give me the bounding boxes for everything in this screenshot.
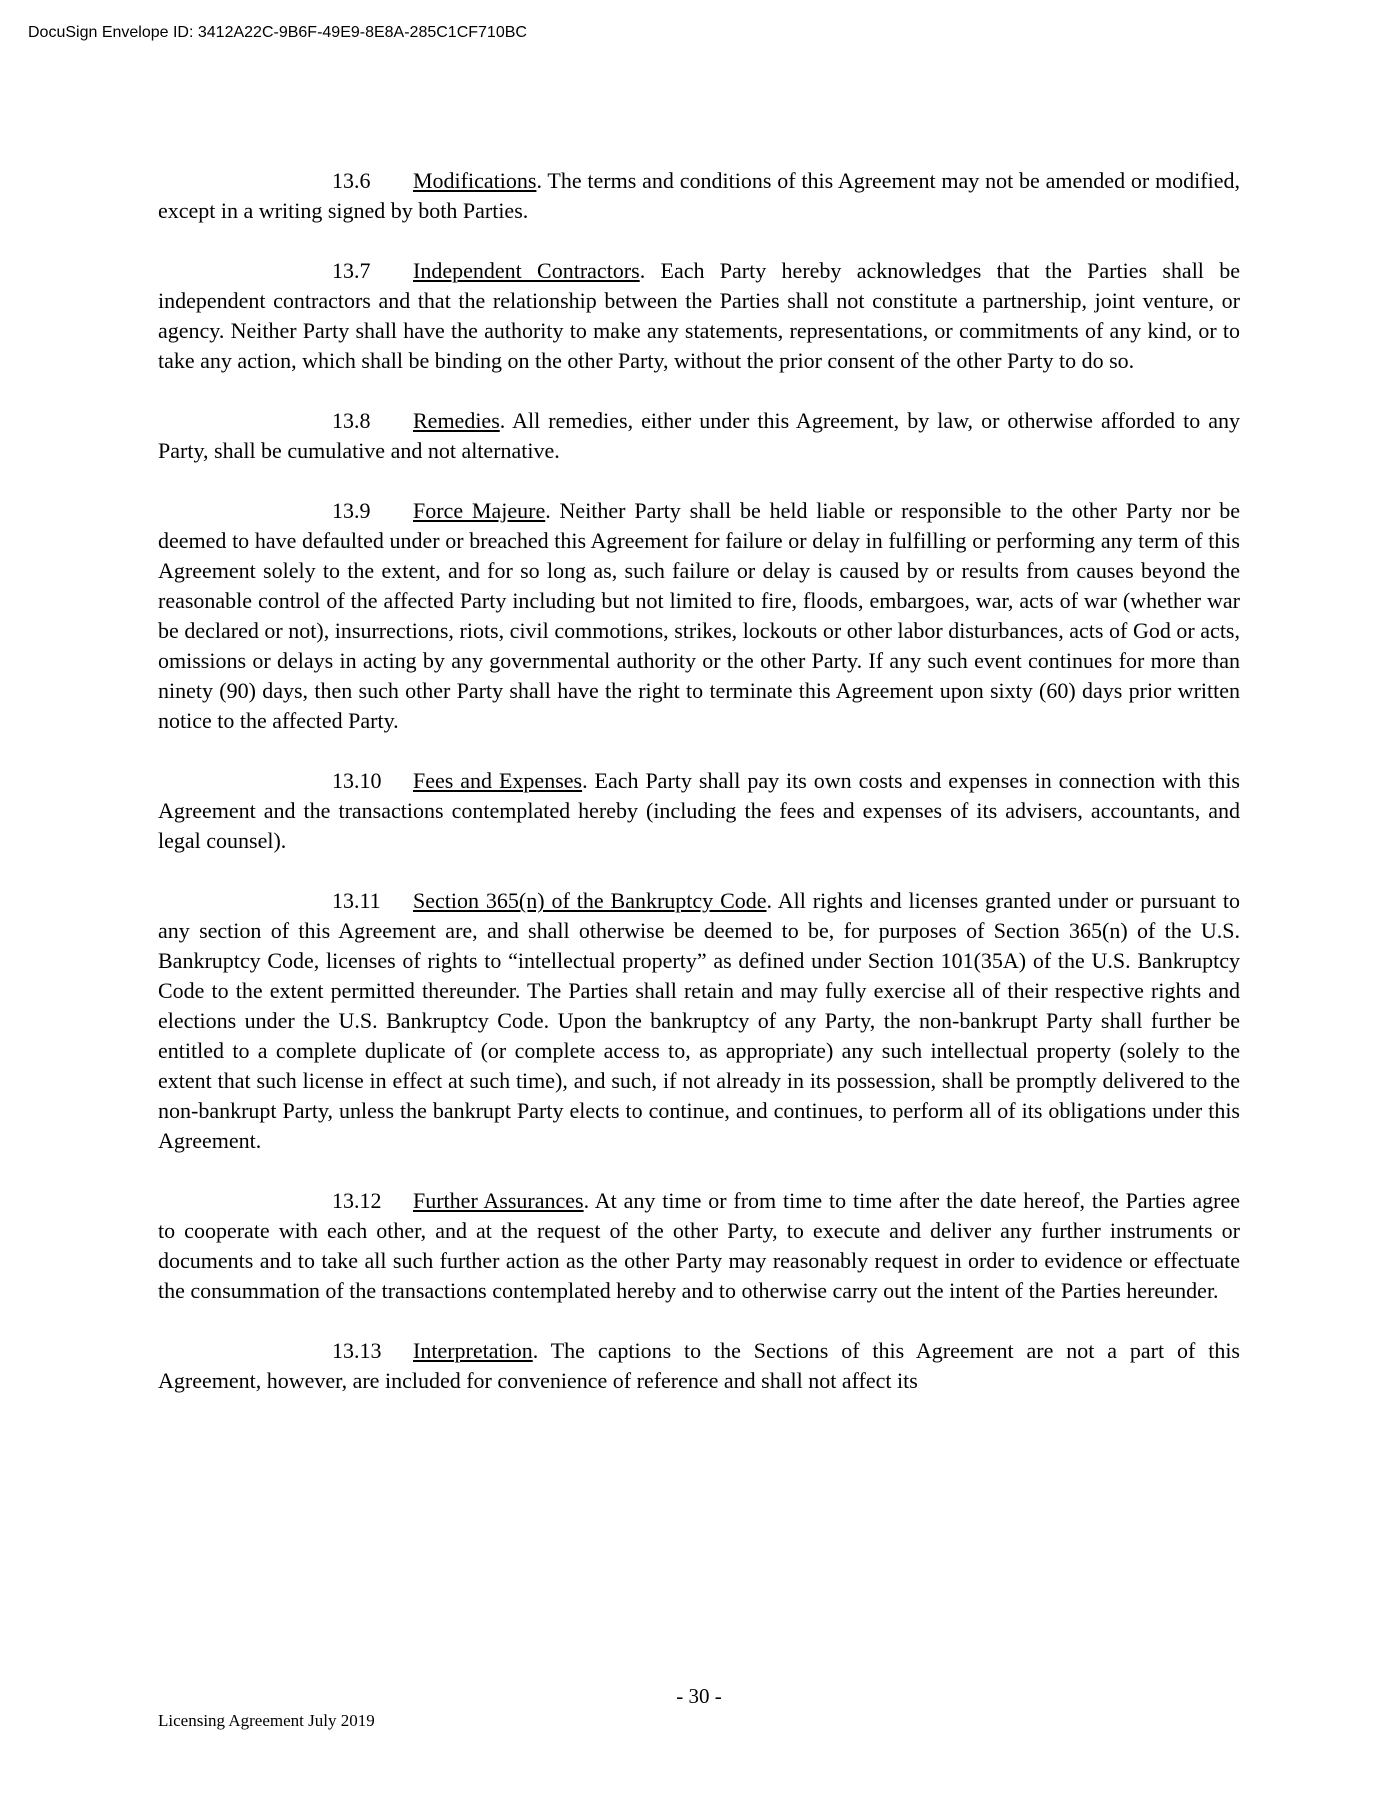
section-heading: Further Assurances (413, 1188, 584, 1213)
section-13-10-paragraph (158, 766, 1240, 856)
section-number: 13.6 (332, 168, 371, 193)
section-body-text: . Each Party hereby acknowledges that the Parties shall be independent contractors and that the relationship between the Parties shall not constitute a partnership, joint venture, or agency. Neither Party shall have the authority to make any statements, representations, or commitments of any kind, or to take any action, which shall be binding on the other Party, without the prior consent of the other Party to do so. (158, 258, 1240, 373)
section-heading: Independent Contractors (413, 258, 640, 283)
section-number: 13.7 (332, 258, 371, 283)
section-13-7-paragraph (158, 256, 1240, 376)
section-number: 13.10 (332, 768, 382, 793)
section-number: 13.12 (332, 1188, 382, 1213)
section-body-text: . All rights and licenses granted under or pursuant to any section of this Agreement are, and shall otherwise be deemed to be, for purposes of Section 365(n) of the U.S. Bankruptcy Code, licenses of rights to “intellectual property” as defined under Section 101(35A) of the U.S. Bankruptcy Code to the extent permitted thereunder. The Parties shall retain and may fully exercise all of their respective rights and elections under the U.S. Bankruptcy Code. Upon the bankruptcy of any Party, the non-bankrupt Party shall further be entitled to a complete duplicate of (or complete access to, as appropriate) any such intellectual property (solely to the extent that such license in effect at such time), and such, if not already in its possession, shall be promptly delivered to the non-bankrupt Party, unless the bankrupt Party elects to continue, and continues, to perform all of its obligations under this Agreement. (158, 888, 1240, 1153)
section-number: 13.13 (332, 1338, 382, 1363)
section-13-8-paragraph (158, 406, 1240, 466)
section-number: 13.8 (332, 408, 371, 433)
page-number: - 30 - (676, 1684, 722, 1708)
section-13-6-paragraph (158, 166, 1240, 226)
section-body-text: . At any time or from time to time after the date hereof, the Parties agree to cooperate with each other, and at the request of the other Party, to execute and deliver any further instruments or documents and to take all such further action as the other Party may reasonably request in order to evidence or effectuate the consummation of the transactions contemplated hereby and to otherwise carry out the intent of the Parties hereunder. (158, 1188, 1240, 1303)
section-number: 13.9 (332, 498, 371, 523)
section-heading: Remedies (413, 408, 500, 433)
section-heading: Fees and Expenses (413, 768, 583, 793)
section-number: 13.11 (332, 888, 381, 913)
docusign-envelope-id: DocuSign Envelope ID: 3412A22C-9B6F-49E9-8E8A-285C1CF710BC (28, 24, 527, 41)
section-body-text: . Each Party shall pay its own costs and expenses in connection with this Agreement and the transactions contemplated hereby (including the fees and expenses of its advisers, accountants, and legal counsel). (158, 768, 1240, 853)
section-13-11-paragraph (158, 886, 1240, 1156)
section-heading: Section 365(n) of the Bankruptcy Code (413, 888, 767, 913)
section-body-text: . The captions to the Sections of this Agreement are not a part of this Agreement, however, are included for convenience of reference and shall not affect its (158, 1338, 1240, 1393)
section-13-13-paragraph (158, 1336, 1240, 1396)
section-body-text: . All remedies, either under this Agreement, by law, or otherwise afforded to any Party, shall be cumulative and not alternative. (158, 408, 1240, 463)
footer-note: Licensing Agreement July 2019 (158, 1711, 375, 1730)
section-heading: Interpretation (413, 1338, 533, 1363)
section-13-9-paragraph (158, 496, 1240, 736)
section-body-text: . Neither Party shall be held liable or responsible to the other Party nor be deemed to have defaulted under or breached this Agreement for failure or delay in fulfilling or performing any term of this Agreement solely to the extent, and for so long as, such failure or delay is caused by or results from causes beyond the reasonable control of the affected Party including but not limited to fire, floods, embargoes, war, acts of war (whether war be declared or not), insurrections, riots, civil commotions, strikes, lockouts or other labor disturbances, acts of God or acts, omissions or delays in acting by any governmental authority or the other Party. If any such event continues for more than ninety (90) days, then such other Party shall have the right to terminate this Agreement upon sixty (60) days prior written notice to the affected Party. (158, 498, 1240, 733)
section-heading: Force Majeure (413, 498, 546, 523)
section-heading: Modifications (413, 168, 537, 193)
section-body-text: . The terms and conditions of this Agreement may not be amended or modified, except in a writing signed by both Parties. (158, 168, 1240, 223)
section-13-12-paragraph (158, 1186, 1240, 1306)
